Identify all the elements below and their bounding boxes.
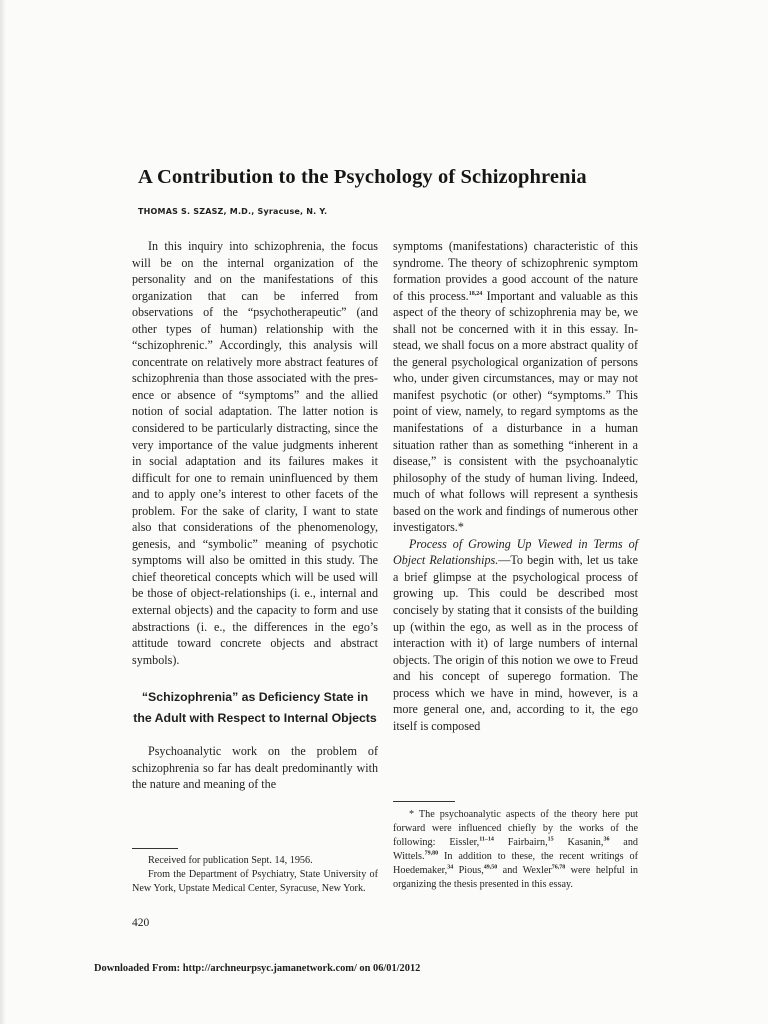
footnote-text: were helpful in organizing the thesis presented in this essay.	[393, 864, 638, 890]
page-number: 420	[132, 917, 150, 929]
footnote-text: and Wexler	[497, 864, 552, 876]
star-footnote	[393, 808, 638, 891]
reference-superscript: 15	[547, 836, 554, 843]
subsection-text: —To begin with, let us take a brief glimpse at the psychological process of growing up. This could be described most concisely by stating that it consists of the building up (within the ego, as well as in the process of interaction with it) of large numbers of internal objects. The origin of this notion we owe to Freud and his concept of superego formation. The process which we have in mind, however, is a more general one, and, according to it, the ego itself is composed	[393, 553, 638, 733]
download-notice: Downloaded From: http://archneurpsyc.jamanetwork.com/ on 06/01/2012	[94, 963, 421, 974]
footnote-text: and Wittels.	[393, 836, 639, 862]
author-line: THOMAS S. SZASZ, M.D., Syracuse, N. Y.	[138, 207, 328, 216]
footnote-divider-left	[132, 848, 178, 849]
left-column	[132, 238, 378, 793]
continuation-paragraph	[393, 238, 638, 536]
continuation-text: symptoms (manifestations) characteristic of this syndrome. The theory of schizophrenic symptom formation provides a good account of the nature of this process.	[393, 239, 638, 303]
section-paragraph: Psychoanalytic work on the problem of schizophrenia so far has dealt predominantly with the nature and meaning of the	[132, 744, 378, 792]
reference-superscript: 11–14	[479, 836, 494, 843]
received-note: Received for publication Sept. 14, 1956.	[148, 855, 313, 866]
reference-superscript: 36	[603, 836, 610, 843]
continuation-text-2: Important and valuable as this aspect of the theory of schizophrenia may be, we shall not be concerned with it in this essay. Instead, we shall focus on a more abstract quality of the general psychological organization of persons who, under given circumstances, may or may not manifest psychotic (or other) “symptoms.” This point of view, namely, to regard symptoms as the manifestations of a disturbance in a human situation rather than as something “inherent in a disease,” is consistent with the psychoanalytic philosophy of the study of human living. Indeed, much of what follows will represent a synthesis based on the work and findings of numerous other investigators.*	[393, 288, 639, 535]
reference-superscript: 34	[447, 864, 454, 871]
footnote-right	[393, 808, 638, 891]
subsection-heading: Process of Growing Up Viewed in Terms of Object Relationships.	[393, 536, 638, 568]
intro-paragraph: In this inquiry into schizophrenia, the focus will be on the internal organization of the personality and on the manifestations of this organization that can be inferred from observations of the “psychotherapeutic” (and other types of human) relationship with the “schizophrenic.” Accordingly, this analysis will concentrate on relatively more abstract features of schizophrenia than those associated with the presence or absence of “symptoms” and the allied notion of social adaptation. The latter notion is considered to be particularly distracting, since the very importance of the value judgments inherent in social adaptation and its failures makes it difficult for one to remain uninfluenced by them and to apply one’s interest to other facets of the problem. For the sake of clarity, I want to state also that considerations of the phenomenology, genesis, and “symbolic” meaning of psychotic symptoms will also be omitted in this study. The chief theoretical concepts which will be used will be those of object-relationships (i. e., internal and external objects) and the capacity to form and use abstractions (i. e., the differences in the ego’s attitude toward concrete objects and abstract symbols).	[132, 239, 378, 667]
footnote-left	[132, 854, 378, 896]
footnote-divider-right	[393, 801, 455, 802]
reference-superscript: 79,80	[424, 850, 439, 857]
footnote-text: Pious,	[453, 864, 484, 876]
footnote-text: Fairbairn,	[493, 836, 548, 848]
affiliation-note: From the Department of Psychiatry, State University of New York, Upstate Medical Center, Syracuse, New York.	[132, 868, 378, 894]
section-heading: “Schizophrenia” as Deficiency State in the Adult with Respect to Internal Objects	[133, 690, 377, 726]
footnote-text: In addition to these, the recent writings of Hoedemaker,	[393, 850, 638, 876]
article-title: A Contribution to the Psychology of Schizophrenia	[138, 166, 587, 188]
subsection-paragraph	[393, 536, 638, 735]
reference-superscript: 18,24	[468, 290, 483, 297]
footnote-text: Kasanin,	[553, 836, 604, 848]
footnote-text: * The psychoanalytic aspects of the theory here put forward were influenced chiefly by the works of the following: Eissler,	[393, 809, 638, 848]
reference-superscript: 49,50	[483, 864, 498, 871]
right-column	[393, 238, 638, 734]
reference-superscript: 76,78	[551, 864, 566, 871]
